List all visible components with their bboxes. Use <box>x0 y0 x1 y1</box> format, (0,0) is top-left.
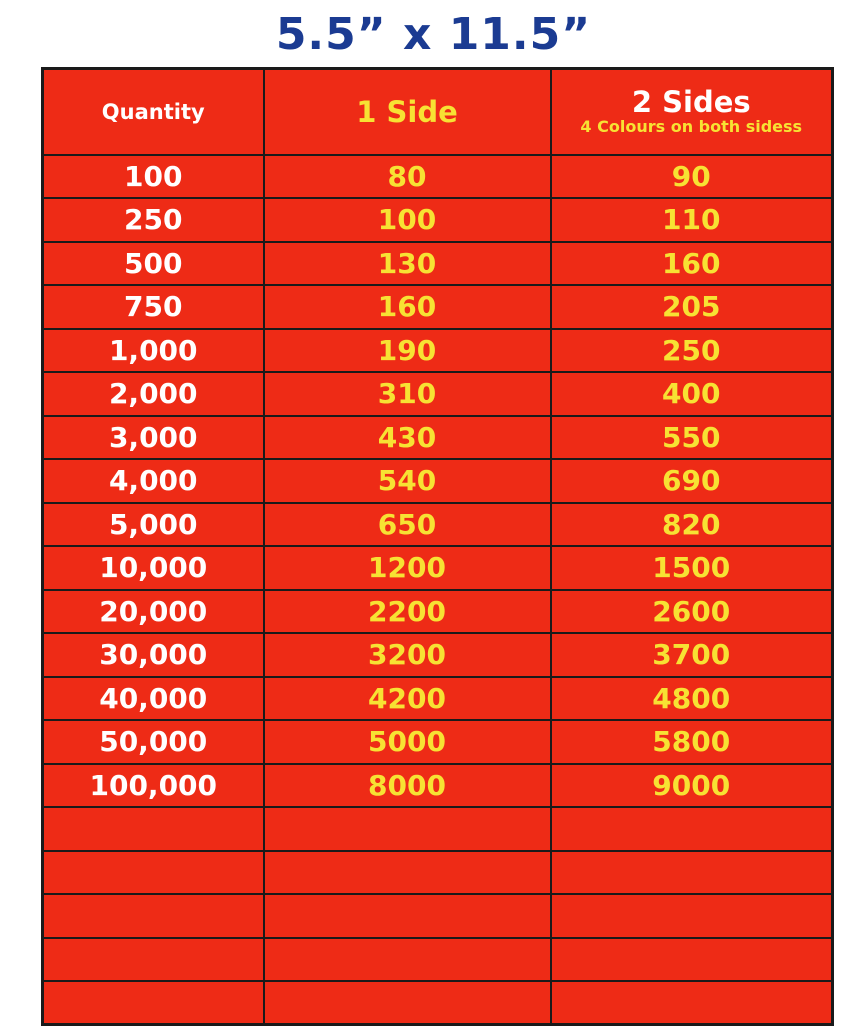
quantity-cell: 40,000 <box>43 677 264 721</box>
quantity-cell: 50,000 <box>43 720 264 764</box>
blank-cell <box>43 807 264 851</box>
table-row <box>43 633 833 677</box>
two-sides-price-cell: 400 <box>551 372 833 416</box>
table-row <box>43 720 833 764</box>
blank-cell <box>43 851 264 895</box>
blank-row <box>43 851 833 895</box>
two-sides-header-title: 2 Sides <box>631 84 751 119</box>
quantity-cell: 250 <box>43 198 264 242</box>
quantity-cell: 100 <box>43 155 264 199</box>
one-side-price-cell: 540 <box>264 459 551 503</box>
one-side-column-header: 1 Side <box>264 69 551 155</box>
table-row <box>43 242 833 286</box>
one-side-price-cell: 430 <box>264 416 551 460</box>
two-sides-price-cell: 4800 <box>551 677 833 721</box>
table-row <box>43 459 833 503</box>
one-side-price-cell: 310 <box>264 372 551 416</box>
one-side-price-cell: 4200 <box>264 677 551 721</box>
quantity-cell: 500 <box>43 242 264 286</box>
blank-cell <box>551 894 833 938</box>
blank-cell <box>264 894 551 938</box>
two-sides-price-cell: 820 <box>551 503 833 547</box>
table-row <box>43 155 833 199</box>
table-row <box>43 764 833 808</box>
quantity-cell: 750 <box>43 285 264 329</box>
blank-cell <box>264 807 551 851</box>
two-sides-price-cell: 1500 <box>551 546 833 590</box>
page-title: 5.5” x 11.5” <box>275 9 592 60</box>
two-sides-price-cell: 205 <box>551 285 833 329</box>
blank-row <box>43 807 833 851</box>
two-sides-price-cell: 5800 <box>551 720 833 764</box>
table-row <box>43 677 833 721</box>
table-row <box>43 416 833 460</box>
table-row <box>43 372 833 416</box>
two-sides-price-cell: 160 <box>551 242 833 286</box>
blank-cell <box>43 938 264 982</box>
one-side-price-cell: 130 <box>264 242 551 286</box>
quantity-cell: 5,000 <box>43 503 264 547</box>
one-side-price-cell: 3200 <box>264 633 551 677</box>
blank-row <box>43 938 833 982</box>
quantity-cell: 100,000 <box>43 764 264 808</box>
two-sides-header-note: 4 Colours on both sidess <box>580 116 803 136</box>
table-row <box>43 285 833 329</box>
two-sides-price-cell: 9000 <box>551 764 833 808</box>
blank-cell <box>551 938 833 982</box>
blank-cell <box>264 938 551 982</box>
two-sides-column-header <box>551 69 833 155</box>
quantity-cell: 4,000 <box>43 459 264 503</box>
one-side-price-cell: 100 <box>264 198 551 242</box>
one-side-price-cell: 80 <box>264 155 551 199</box>
blank-row <box>43 894 833 938</box>
two-sides-price-cell: 690 <box>551 459 833 503</box>
one-side-price-cell: 5000 <box>264 720 551 764</box>
one-side-price-cell: 1200 <box>264 546 551 590</box>
table-row <box>43 198 833 242</box>
one-side-price-cell: 2200 <box>264 590 551 634</box>
two-sides-price-cell: 90 <box>551 155 833 199</box>
one-side-price-cell: 8000 <box>264 764 551 808</box>
quantity-cell: 2,000 <box>43 372 264 416</box>
two-sides-price-cell: 550 <box>551 416 833 460</box>
table-row <box>43 329 833 373</box>
table-row <box>43 590 833 634</box>
two-sides-price-cell: 3700 <box>551 633 833 677</box>
table-row <box>43 503 833 547</box>
blank-row <box>43 981 833 1025</box>
quantity-column-header: Quantity <box>43 69 264 155</box>
blank-cell <box>43 894 264 938</box>
price-table-body <box>43 155 833 1025</box>
blank-cell <box>551 807 833 851</box>
quantity-cell: 3,000 <box>43 416 264 460</box>
blank-cell <box>551 981 833 1025</box>
table-row <box>43 546 833 590</box>
price-table <box>41 67 834 1026</box>
quantity-cell: 20,000 <box>43 590 264 634</box>
one-side-price-cell: 190 <box>264 329 551 373</box>
two-sides-price-cell: 110 <box>551 198 833 242</box>
table-header-row <box>43 69 833 155</box>
quantity-cell: 1,000 <box>43 329 264 373</box>
one-side-price-cell: 650 <box>264 503 551 547</box>
quantity-cell: 10,000 <box>43 546 264 590</box>
two-sides-price-cell: 2600 <box>551 590 833 634</box>
blank-cell <box>551 851 833 895</box>
quantity-cell: 30,000 <box>43 633 264 677</box>
blank-cell <box>43 981 264 1025</box>
two-sides-price-cell: 250 <box>551 329 833 373</box>
one-side-price-cell: 160 <box>264 285 551 329</box>
blank-cell <box>264 981 551 1025</box>
blank-cell <box>264 851 551 895</box>
